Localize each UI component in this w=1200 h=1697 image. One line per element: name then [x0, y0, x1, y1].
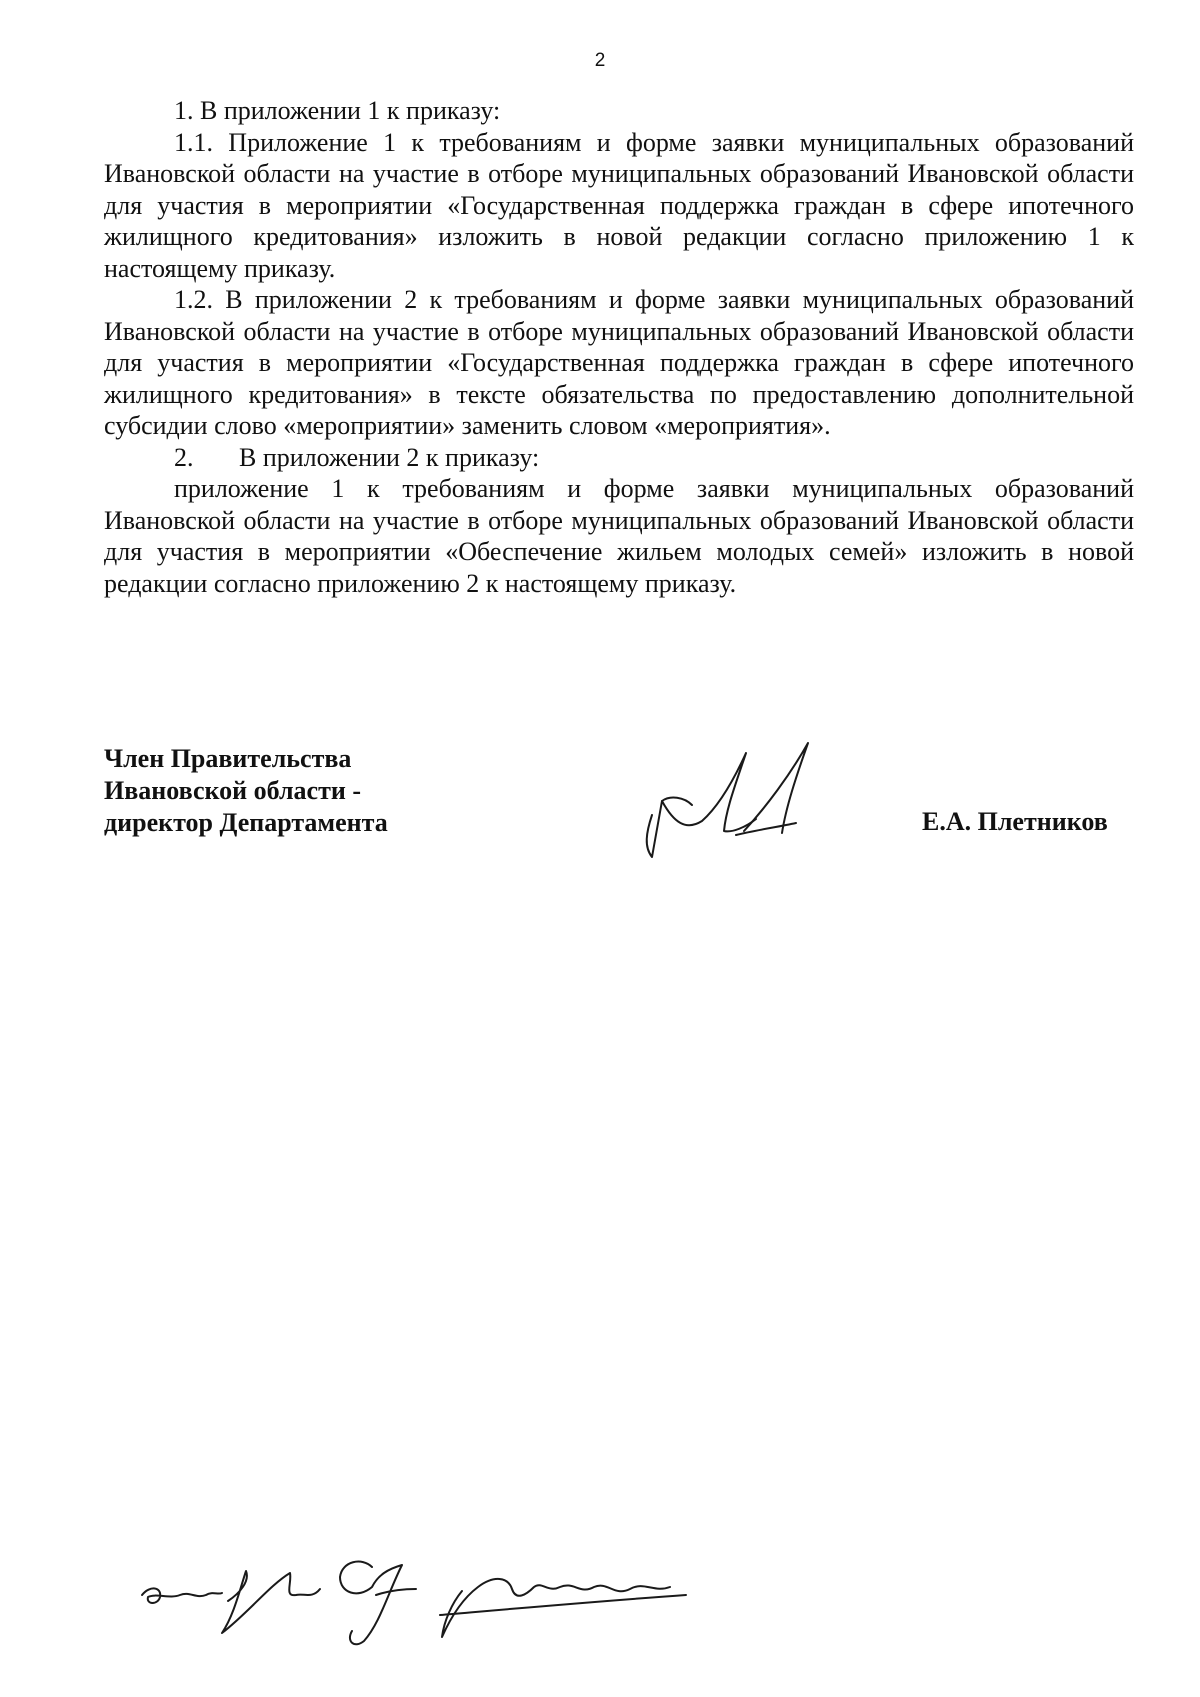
page-number: 2: [594, 50, 606, 71]
handwritten-signature: [640, 735, 860, 865]
signatory-name: Е.А. Плетников: [922, 807, 1108, 836]
paragraph-2: [104, 442, 1134, 474]
paragraph-2-text: В приложении 2 к приказу:: [239, 442, 540, 472]
signatory-title: [104, 743, 388, 839]
paragraph-2-number: 2.: [174, 442, 194, 472]
approval-signatures: [140, 1545, 740, 1655]
paragraph-2-body: приложение 1 к требованиям и форме заявки муниципальных образований Ивановской области на участие в отборе муниципальных образований Ивановской области для участия в мероприятии «Обеспечение жильем молодых семей» изложить в новой редакции согласно приложению 2 к настоящему приказу.: [104, 474, 1134, 598]
paragraph-1: 1. В приложении 1 к приказу:: [174, 96, 501, 125]
signatory-title-line: Ивановской области -: [104, 776, 362, 805]
document-body: [104, 95, 1134, 599]
paragraph-1-2: 1.2. В приложении 2 к требованиям и форме заявки муниципальных образований Ивановской области на участие в отборе муниципальных образований Ивановской области для участия в мероприятии «Государственная поддержка граждан в сфере ипотечного жилищного кредитования» в тексте обязательства по предоставлению дополнительной субсидии слово «мероприятии» заменить словом «мероприятия».: [104, 285, 1134, 440]
signatory-title-line: Член Правительства: [104, 744, 352, 773]
paragraph-1-1: 1.1. Приложение 1 к требованиям и форме заявки муниципальных образований Ивановской области на участие в отборе муниципальных образований Ивановской области для участия в мероприятии «Государственная поддержка граждан в сфере ипотечного жилищного кредитования» изложить в новой редакции согласно приложению 1 к настоящему приказу.: [104, 127, 1134, 283]
signatory-title-line: директор Департамента: [104, 808, 388, 837]
